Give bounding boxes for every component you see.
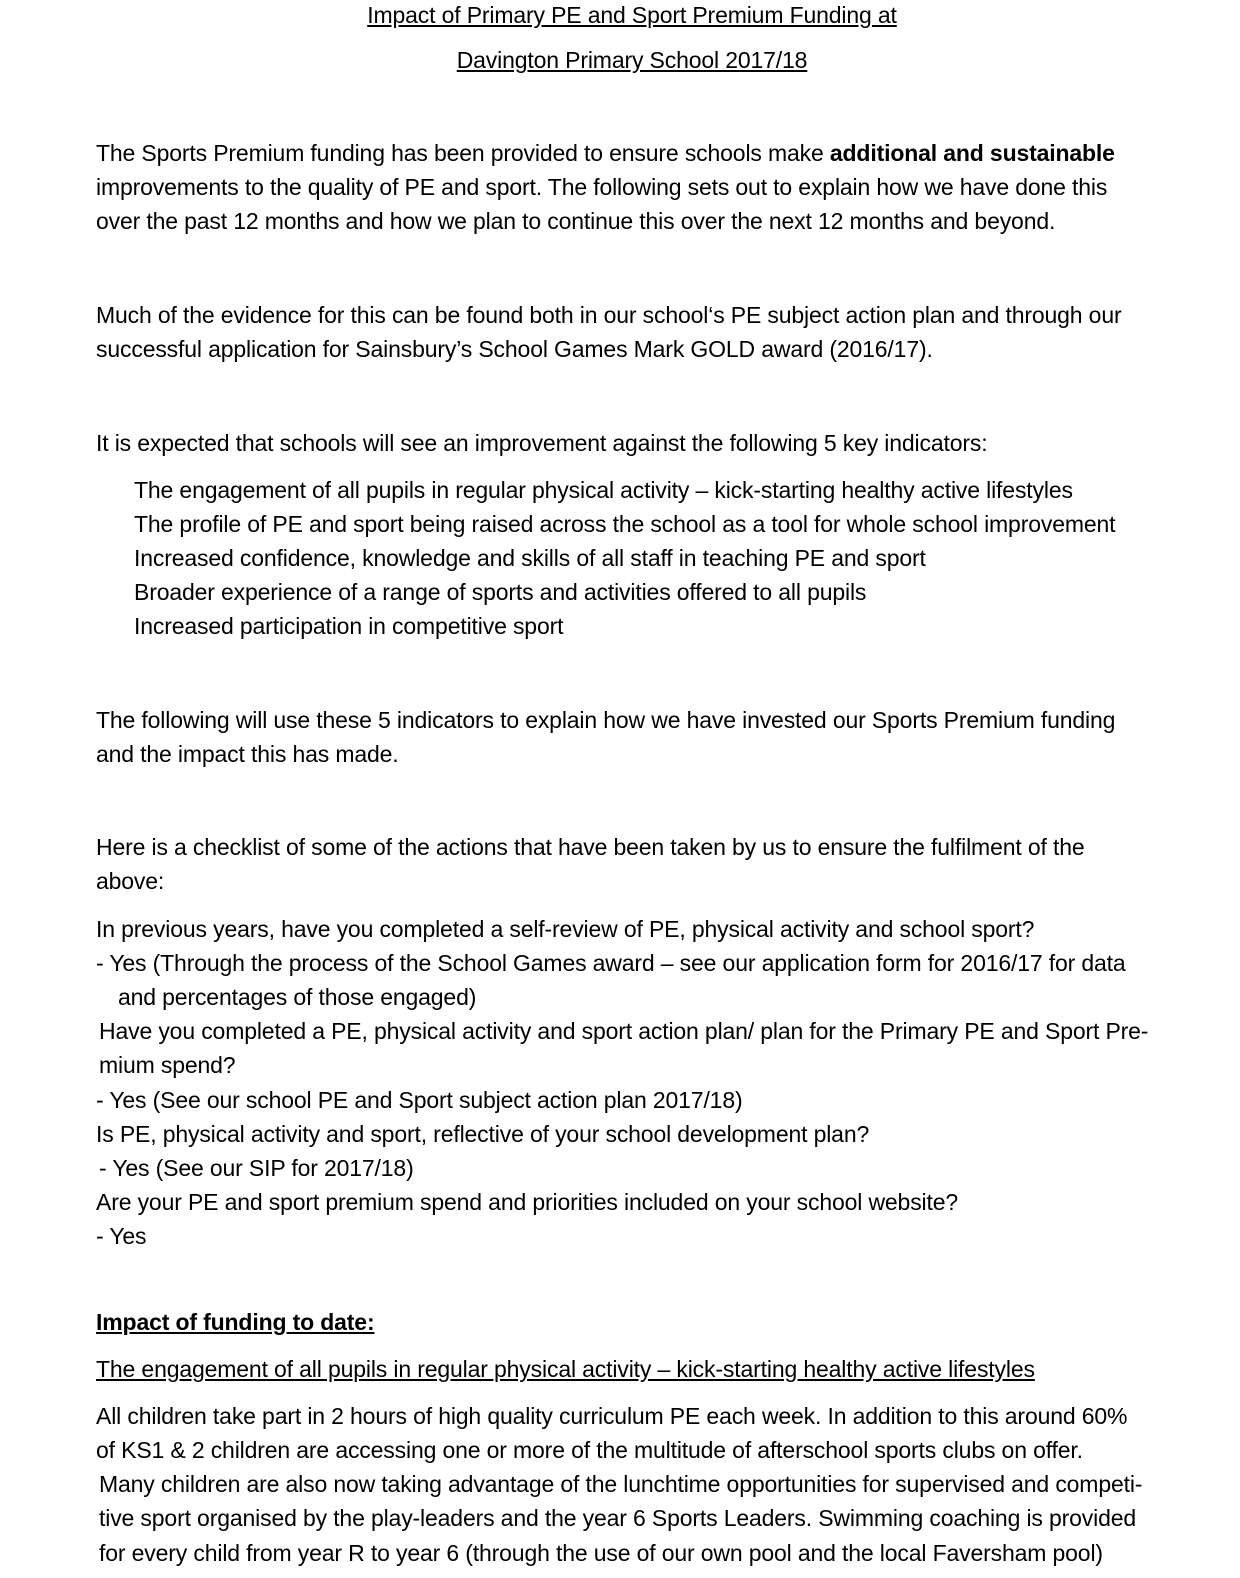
- impact-line-1: All children take part in 2 hours of high quality curriculum PE each week. In addition to this around 60%: [96, 1403, 1128, 1429]
- intro-line-1: [96, 138, 1115, 168]
- checklist-question-3: Is PE, physical activity and sport, reflective of your school development plan?: [96, 1121, 870, 1147]
- checklist-lead-2: above:: [96, 868, 165, 894]
- checklist-question-2: Have you completed a PE, physical activity and sport action plan/ plan for the Primary PE and Sport Pre-: [99, 1018, 1149, 1044]
- indicators-lead: It is expected that schools will see an improvement against the following 5 key indicators:: [96, 430, 988, 456]
- impact-line-5: for every child from year R to year 6 (through the use of our own pool and the local Faversham pool): [99, 1540, 1103, 1566]
- usage-line-2: and the impact this has made.: [96, 741, 399, 767]
- intro-line-1-text: The Sports Premium funding has been provided to ensure schools make: [96, 140, 830, 166]
- evidence-line-1: Much of the evidence for this can be found both in our school‘s PE subject action plan and through our: [96, 302, 1122, 328]
- usage-line-1: The following will use these 5 indicators to explain how we have invested our Sports Premium funding: [96, 707, 1116, 733]
- intro-emphasis: additional and sustainable: [829, 140, 1115, 166]
- checklist-answer-3: - Yes (See our SIP for 2017/18): [99, 1155, 414, 1181]
- indicator-item: The profile of PE and sport being raised across the school as a tool for whole school improvement: [134, 511, 1116, 537]
- checklist-question-4: Are your PE and sport premium spend and priorities included on your school website?: [96, 1189, 959, 1215]
- checklist-answer-4: - Yes: [96, 1223, 147, 1249]
- intro-line-3: over the past 12 months and how we plan to continue this over the next 12 months and beyond.: [96, 208, 1056, 234]
- checklist-lead-1: Here is a checklist of some of the actions that have been taken by us to ensure the fulfilment of the: [96, 834, 1085, 860]
- evidence-line-2: successful application for Sainsbury’s School Games Mark GOLD award (2016/17).: [96, 336, 933, 362]
- checklist-question-1: In previous years, have you completed a self-review of PE, physical activity and school sport?: [96, 916, 1035, 942]
- document-title-line-1: Impact of Primary PE and Sport Premium Funding at: [367, 2, 897, 28]
- checklist-answer-2: - Yes (See our school PE and Sport subject action plan 2017/18): [96, 1087, 743, 1113]
- impact-heading: Impact of funding to date:: [96, 1309, 375, 1335]
- checklist-question-2-cont: mium spend?: [99, 1052, 236, 1078]
- indicator-item: Broader experience of a range of sports and activities offered to all pupils: [134, 579, 867, 605]
- intro-line-2: improvements to the quality of PE and sport. The following sets out to explain how we have done this: [96, 174, 1108, 200]
- indicator-item: Increased confidence, knowledge and skills of all staff in teaching PE and sport: [134, 545, 926, 571]
- checklist-answer-1: - Yes (Through the process of the School Games award – see our application form for 2016/17 for data: [96, 950, 1126, 976]
- impact-line-4: tive sport organised by the play-leaders and the year 6 Sports Leaders. Swimming coaching is provided: [99, 1505, 1137, 1531]
- checklist-answer-1-cont: and percentages of those engaged): [118, 984, 477, 1010]
- document-title-line-2: Davington Primary School 2017/18: [456, 47, 808, 73]
- impact-line-3: Many children are also now taking advantage of the lunchtime opportunities for supervised and competi-: [99, 1471, 1143, 1497]
- indicator-item: Increased participation in competitive sport: [134, 613, 564, 639]
- indicator-item: The engagement of all pupils in regular physical activity – kick-starting healthy active lifestyles: [134, 477, 1073, 503]
- impact-line-2: of KS1 & 2 children are accessing one or more of the multitude of afterschool sports clubs on offer.: [96, 1437, 1083, 1463]
- impact-subheading: The engagement of all pupils in regular physical activity – kick-starting healthy active lifestyles: [96, 1356, 1035, 1382]
